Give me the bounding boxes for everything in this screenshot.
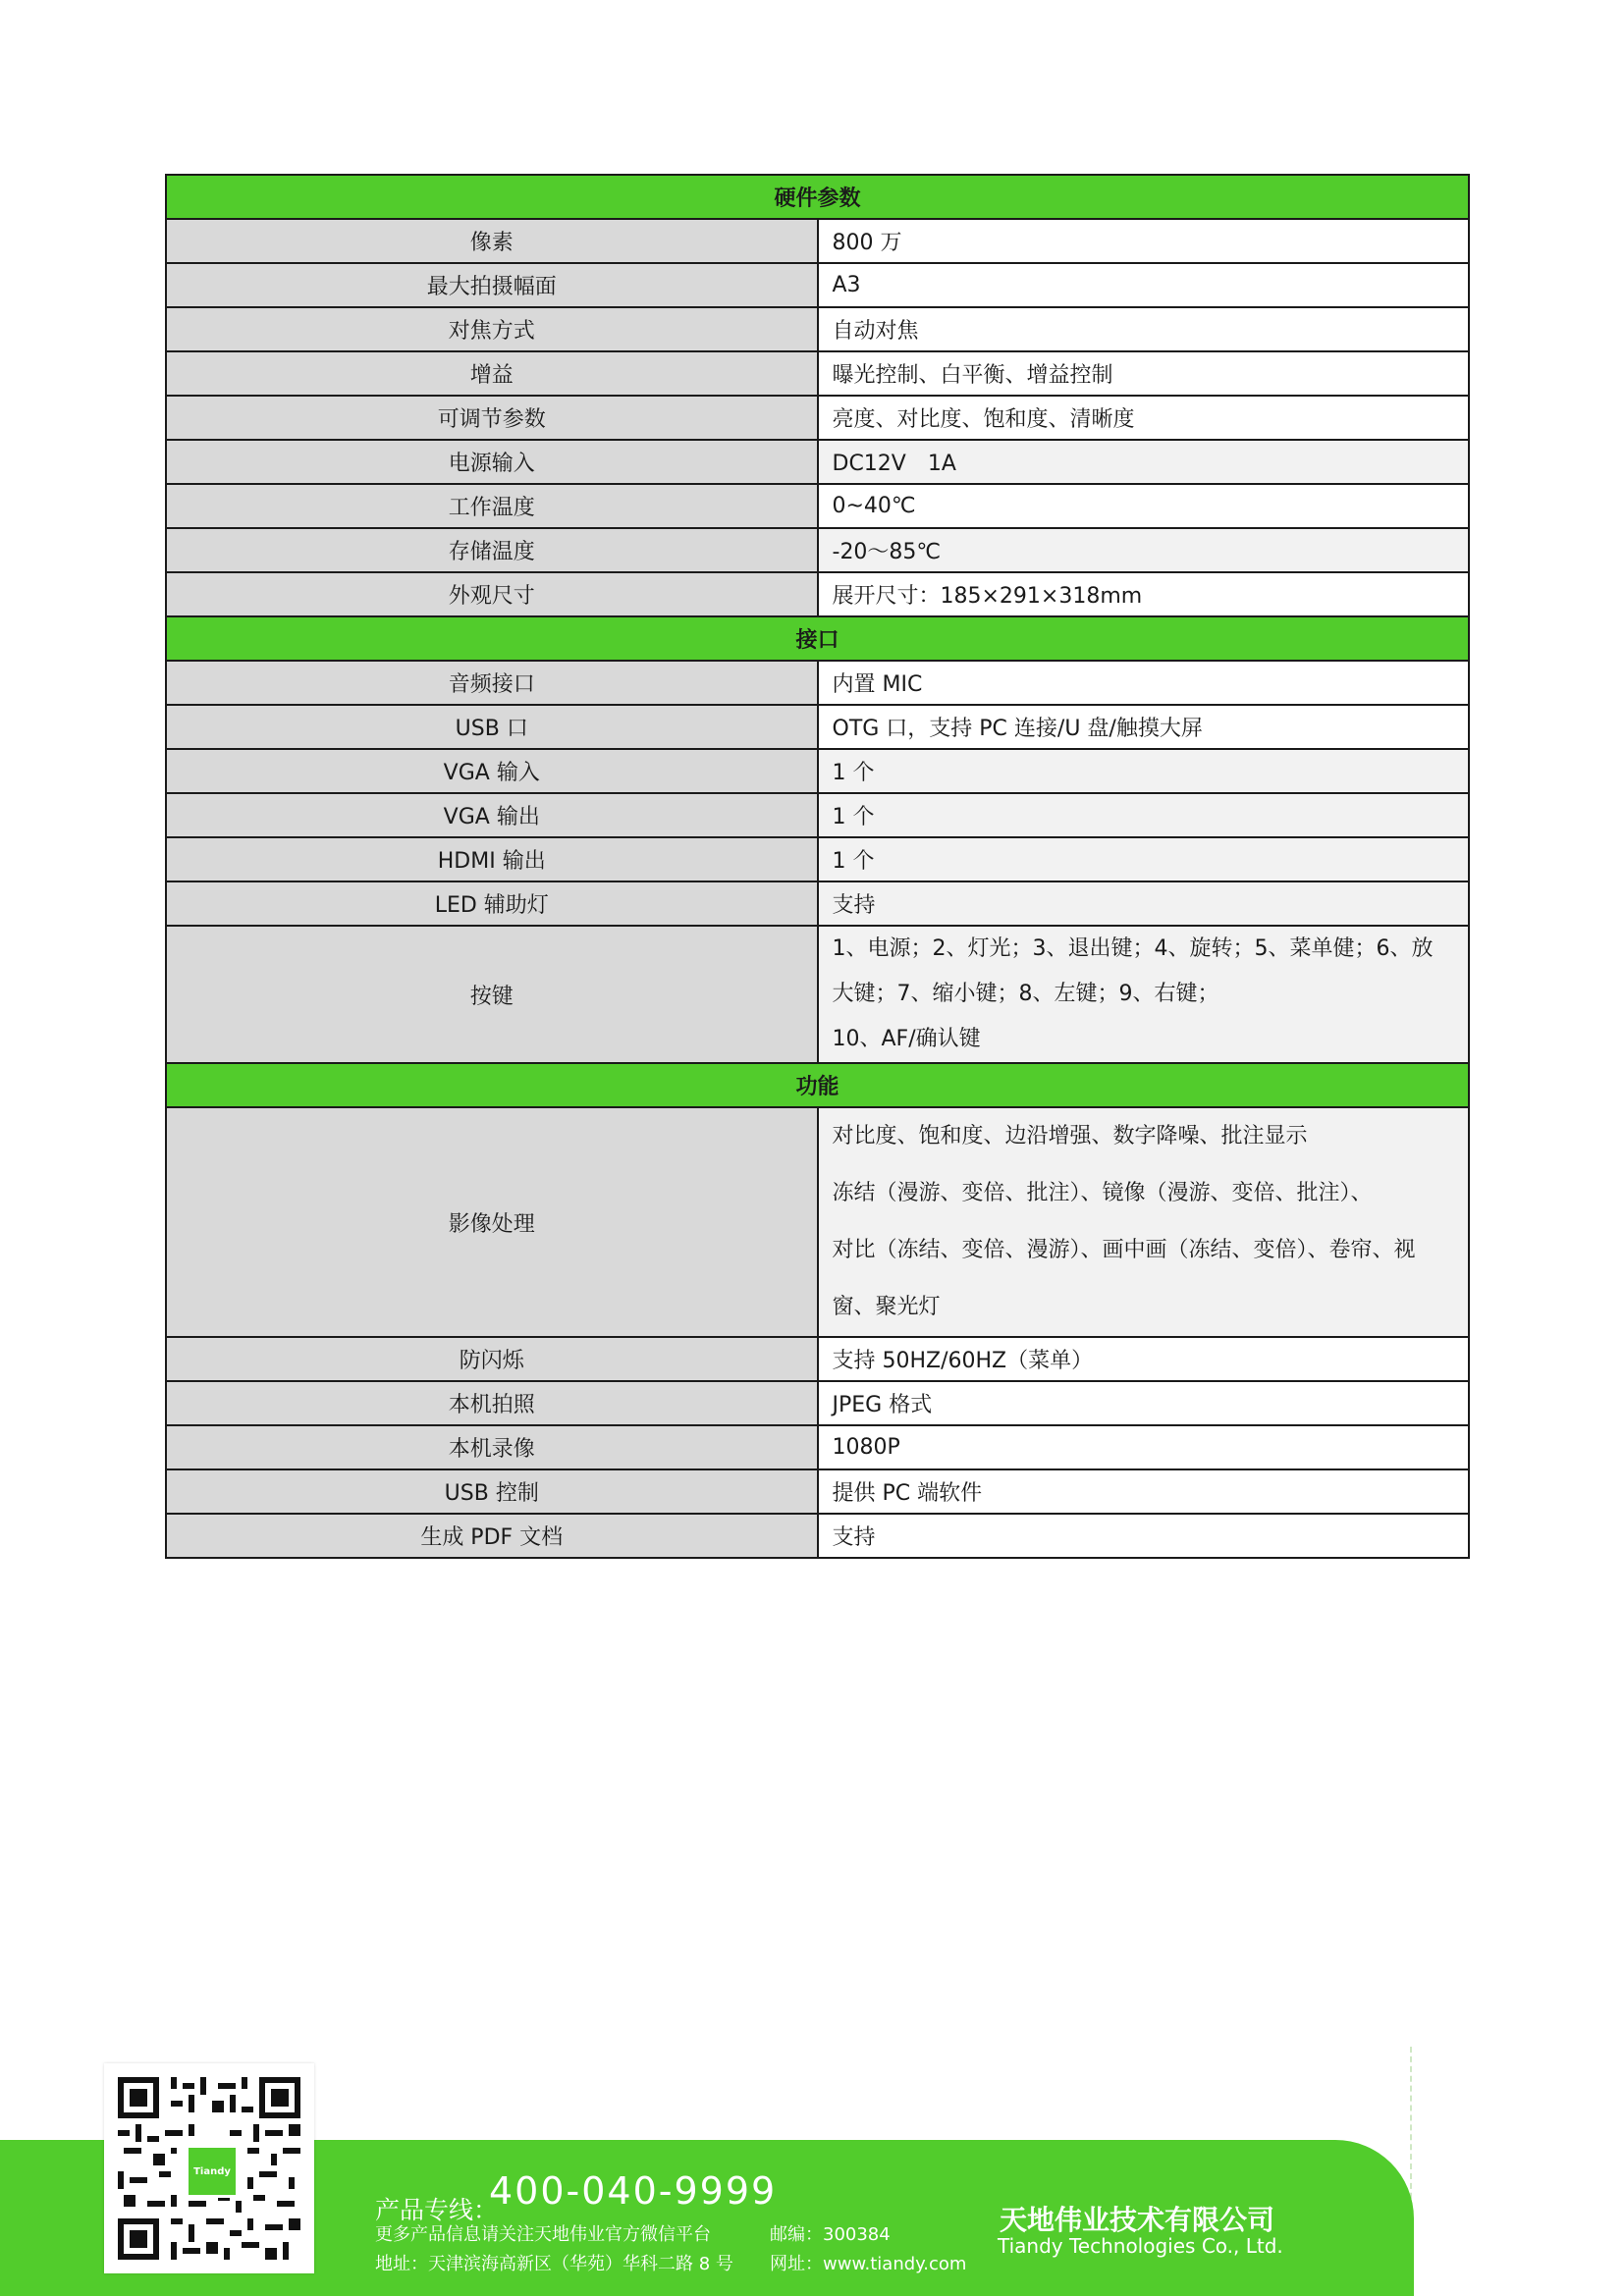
row-value: JPEG 格式 bbox=[818, 1381, 1470, 1425]
row-label: 本机录像 bbox=[166, 1425, 818, 1469]
row-value: DC12V 1A bbox=[818, 440, 1470, 484]
image-processing-line-3: 对比（冻结、变倍、漫游）、画中画（冻结、变倍）、卷帘、视窗、聚光灯 bbox=[832, 1238, 1416, 1319]
row-label: 音频接口 bbox=[166, 661, 818, 705]
row-value: 自动对焦 bbox=[818, 307, 1470, 351]
row-value: 0~40℃ bbox=[818, 484, 1470, 528]
row-value: 800 万 bbox=[818, 219, 1470, 263]
table-row bbox=[166, 1425, 1469, 1469]
spec-table bbox=[165, 174, 1470, 1559]
table-row bbox=[166, 307, 1469, 351]
company-name-en: Tiandy Technologies Co., Ltd. bbox=[998, 2234, 1283, 2258]
row-value-keys bbox=[818, 926, 1470, 1063]
section-header-function: 功能 bbox=[166, 1063, 1469, 1107]
wechat-note: 更多产品信息请关注天地伟业官方微信平台 bbox=[375, 2224, 711, 2245]
tiandy-logo-icon: Tiandy bbox=[186, 2145, 239, 2198]
row-label: USB 控制 bbox=[166, 1469, 818, 1514]
hotline-label: 产品专线： bbox=[375, 2196, 499, 2224]
row-label: 存储温度 bbox=[166, 528, 818, 572]
row-value: 支持 50HZ/60HZ（菜单） bbox=[818, 1337, 1470, 1381]
table-row bbox=[166, 572, 1469, 616]
table-row bbox=[166, 484, 1469, 528]
row-label: 生成 PDF 文档 bbox=[166, 1514, 818, 1558]
row-label: 电源输入 bbox=[166, 440, 818, 484]
company-address: 地址：天津滨海高新区（华苑）华科二路 8 号 bbox=[375, 2254, 733, 2274]
row-value: 曝光控制、白平衡、增益控制 bbox=[818, 351, 1470, 396]
row-value: 1 个 bbox=[818, 793, 1470, 837]
table-row bbox=[166, 1337, 1469, 1381]
table-row bbox=[166, 263, 1469, 307]
row-label: 影像处理 bbox=[166, 1107, 818, 1337]
row-label: LED 辅助灯 bbox=[166, 881, 818, 926]
row-value: 1 个 bbox=[818, 749, 1470, 793]
image-processing-line-1: 对比度、饱和度、边沿增强、数字降噪、批注显示 bbox=[832, 1124, 1308, 1148]
row-label: 像素 bbox=[166, 219, 818, 263]
row-label: 增益 bbox=[166, 351, 818, 396]
row-label: USB 口 bbox=[166, 705, 818, 749]
table-row bbox=[166, 528, 1469, 572]
row-label: 可调节参数 bbox=[166, 396, 818, 440]
table-row-keys bbox=[166, 926, 1469, 1063]
row-label: HDMI 输出 bbox=[166, 837, 818, 881]
row-value: 内置 MIC bbox=[818, 661, 1470, 705]
image-processing-line-2: 冻结（漫游、变倍、批注）、镜像（漫游、变倍、批注）、 bbox=[832, 1181, 1373, 1205]
table-row bbox=[166, 219, 1469, 263]
row-value: 1080P bbox=[818, 1425, 1470, 1469]
table-row bbox=[166, 351, 1469, 396]
row-label: 按键 bbox=[166, 926, 818, 1063]
table-row bbox=[166, 837, 1469, 881]
row-label: 最大拍摄幅面 bbox=[166, 263, 818, 307]
row-value: 支持 bbox=[818, 881, 1470, 926]
website-link[interactable]: 网址：www.tiandy.com bbox=[770, 2254, 967, 2274]
row-value: 支持 bbox=[818, 1514, 1470, 1558]
row-value-image-processing bbox=[818, 1107, 1470, 1337]
table-row bbox=[166, 1469, 1469, 1514]
table-row bbox=[166, 749, 1469, 793]
row-label: 防闪烁 bbox=[166, 1337, 818, 1381]
table-row-image-processing bbox=[166, 1107, 1469, 1337]
row-label: 本机拍照 bbox=[166, 1381, 818, 1425]
row-value: 提供 PC 端软件 bbox=[818, 1469, 1470, 1514]
table-row bbox=[166, 661, 1469, 705]
hotline-number: 400-040-9999 bbox=[489, 2169, 778, 2213]
section-header-interface: 接口 bbox=[166, 616, 1469, 661]
row-value: -20～85℃ bbox=[818, 528, 1470, 572]
table-row bbox=[166, 440, 1469, 484]
company-name-cn: 天地伟业技术有限公司 bbox=[1000, 2204, 1275, 2236]
table-row bbox=[166, 396, 1469, 440]
row-label: VGA 输出 bbox=[166, 793, 818, 837]
qr-code-card bbox=[104, 2063, 314, 2273]
row-label: VGA 输入 bbox=[166, 749, 818, 793]
table-row bbox=[166, 705, 1469, 749]
table-row bbox=[166, 881, 1469, 926]
table-row bbox=[166, 1381, 1469, 1425]
table-row bbox=[166, 793, 1469, 837]
postcode: 邮编：300384 bbox=[770, 2224, 891, 2245]
row-value: 展开尺寸：185×291×318mm bbox=[818, 572, 1470, 616]
section-header-hardware: 硬件参数 bbox=[166, 175, 1469, 219]
row-label: 工作温度 bbox=[166, 484, 818, 528]
table-row bbox=[166, 1514, 1469, 1558]
row-value: OTG 口，支持 PC 连接/U 盘/触摸大屏 bbox=[818, 705, 1470, 749]
keys-line-2: 10、AF/确认键 bbox=[832, 1027, 981, 1051]
row-label: 对焦方式 bbox=[166, 307, 818, 351]
keys-line-1: 1、电源；2、灯光；3、退出键；4、旋转；5、菜单健；6、放大键；7、缩小键；8、左键；9、右键； bbox=[832, 936, 1434, 1006]
row-label: 外观尺寸 bbox=[166, 572, 818, 616]
row-value: A3 bbox=[818, 263, 1470, 307]
row-value: 亮度、对比度、饱和度、清晰度 bbox=[818, 396, 1470, 440]
row-value: 1 个 bbox=[818, 837, 1470, 881]
